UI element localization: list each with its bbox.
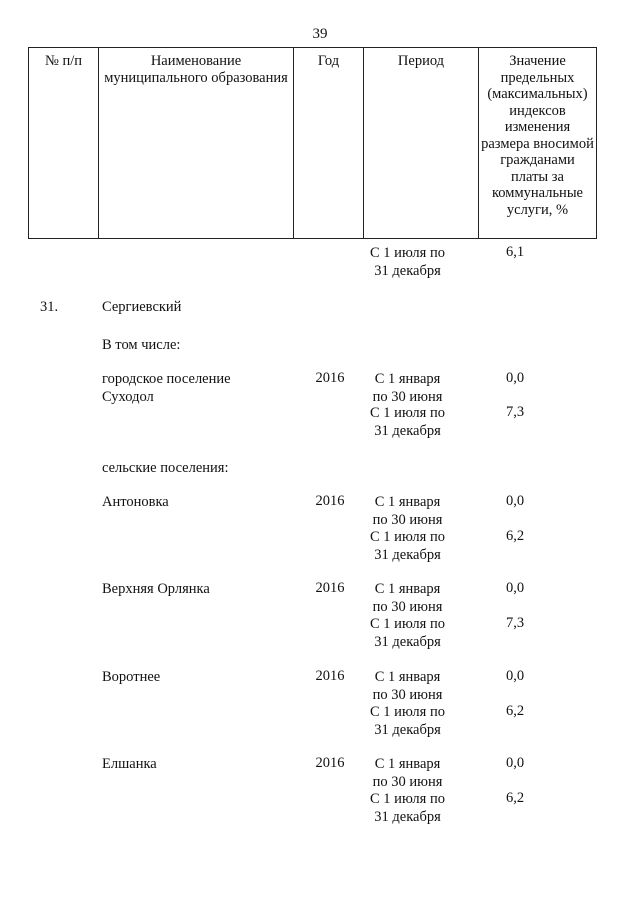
settlement-name: Елшанка — [102, 756, 157, 772]
row-period-2 — [350, 703, 465, 739]
row-year: 2016 — [315, 668, 345, 684]
row-period-2 — [350, 404, 465, 440]
settlement-name: Воротнее — [102, 669, 161, 685]
period-line: С 1 июля по — [370, 704, 445, 720]
period-line: С 1 января — [374, 371, 441, 387]
row-value-2: 7,3 — [505, 404, 525, 420]
entry-number: 31. — [40, 299, 59, 315]
row-value-1: 0,0 — [505, 580, 525, 596]
header-number: № п/п — [29, 48, 99, 239]
period-line: 31 декабря — [374, 263, 441, 279]
row-period-2 — [350, 790, 465, 826]
period-line: по 30 июня — [372, 389, 443, 405]
period-line: по 30 июня — [372, 512, 443, 528]
period-line: С 1 января — [374, 581, 441, 597]
period-line: С 1 июля по — [370, 529, 445, 545]
name-line: Суходол — [102, 389, 154, 405]
including-label: В том числе: — [102, 337, 181, 353]
period-line: С 1 июля по — [370, 245, 445, 261]
period-line: 31 декабря — [374, 423, 441, 439]
rural-heading: сельские поселения: — [102, 460, 229, 476]
row-period-2 — [350, 528, 465, 564]
period-line: С 1 июля по — [370, 791, 445, 807]
row-year: 2016 — [315, 755, 345, 771]
header-year: Год — [294, 48, 364, 239]
period-line: С 1 января — [374, 494, 441, 510]
period-line: С 1 января — [374, 669, 441, 685]
header-index-value: Значение предельных (максимальных) индексов изменения размера вносимой гражданами платы за коммунальные услуги, % — [479, 48, 597, 239]
row-value-1: 0,0 — [505, 493, 525, 509]
carryover-period — [350, 244, 465, 280]
period-line: С 1 июля по — [370, 405, 445, 421]
period-line: 31 декабря — [374, 809, 441, 825]
row-value-1: 0,0 — [505, 755, 525, 771]
period-line: 31 декабря — [374, 547, 441, 563]
row-year: 2016 — [315, 493, 345, 509]
period-line: по 30 июня — [372, 599, 443, 615]
carryover-value: 6,1 — [505, 244, 525, 260]
period-line: по 30 июня — [372, 774, 443, 790]
row-period-1 — [350, 755, 465, 791]
period-line: 31 декабря — [374, 634, 441, 650]
row-period-1 — [350, 493, 465, 529]
urban-settlement-name — [102, 370, 302, 406]
period-line: по 30 июня — [372, 687, 443, 703]
name-line: городское поселение — [102, 371, 231, 387]
row-value-2: 6,2 — [505, 790, 525, 806]
header-period: Период — [364, 48, 479, 239]
period-line: С 1 января — [374, 756, 441, 772]
row-year: 2016 — [315, 580, 345, 596]
row-value-2: 7,3 — [505, 615, 525, 631]
period-line: С 1 июля по — [370, 616, 445, 632]
row-value-1: 0,0 — [505, 668, 525, 684]
row-period-2 — [350, 615, 465, 651]
header-municipality: Наименование муниципального образования — [99, 48, 294, 239]
period-line: 31 декабря — [374, 722, 441, 738]
row-value-1: 0,0 — [505, 370, 525, 386]
table-header — [28, 47, 597, 239]
row-period-1 — [350, 370, 465, 406]
row-year: 2016 — [315, 370, 345, 386]
page-number: 39 — [312, 26, 328, 42]
row-period-1 — [350, 580, 465, 616]
row-value-2: 6,2 — [505, 703, 525, 719]
settlement-name: Антоновка — [102, 494, 169, 510]
row-value-2: 6,2 — [505, 528, 525, 544]
entry-name: Сергиевский — [102, 299, 182, 315]
settlement-name: Верхняя Орлянка — [102, 581, 210, 597]
row-period-1 — [350, 668, 465, 704]
